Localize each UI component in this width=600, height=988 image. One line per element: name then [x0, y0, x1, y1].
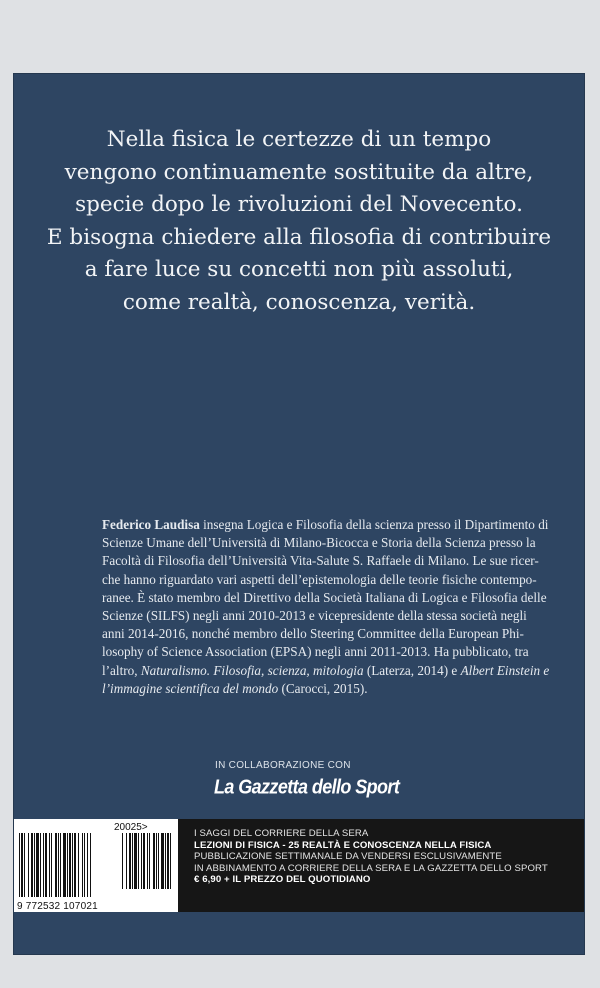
bio-line: anni 2014-2016, nonché membro dello Steering Committee della European Phi- [102, 626, 524, 642]
bio-line: ranee. È stato membro del Direttivo della Società Italiana di Logica e Filosofia delle [102, 589, 547, 605]
issue-title: LEZIONI DI FISICA - 25 REALTÀ E CONOSCENZA NELLA FISICA [194, 839, 492, 851]
author-name: Federico Laudisa [102, 517, 200, 532]
collaboration-label: IN COLLABORAZIONE CON [215, 760, 351, 771]
price: € 6,90 + IL PREZZO DEL QUOTIDIANO [194, 874, 371, 885]
bio-line: losophy of Science Association (EPSA) negli anni 2011-2013. Ha pubblicato, tra [102, 644, 529, 660]
barcode-number: 9 772532 107021 [17, 901, 98, 912]
quote-line: vengono continuamente sostituite da altre, [64, 159, 534, 185]
author-bio [102, 516, 550, 698]
barcode-addon-number: 20025> [114, 822, 148, 833]
book-title: Albert Einstein e [460, 662, 550, 678]
bio-line: Facoltà di Filosofia dell’Università Vita-Salute S. Raffaele di Milano. Le sue ricer- [102, 553, 539, 569]
quote-line: specie dopo le rivoluzioni del Novecento. [75, 192, 523, 217]
distribution-note: PUBBLICAZIONE SETTIMANALE DA VENDERSI ESCLUSIVAMENTE [194, 851, 502, 862]
book-title: l’immagine scientifica del mondo [102, 680, 279, 696]
bio-line: l’altro, Naturalismo. Filosofia, scienza, mitologia (Laterza, 2014) e Albert Einstein e [102, 662, 550, 678]
bio-line: Scienze (SILFS) negli anni 2010-2013 e vicepresidente della stessa società negli [102, 608, 527, 624]
blurb-quote [14, 124, 584, 319]
quote-line: E bisogna chiedere alla filosofia di contribuire [46, 224, 552, 250]
back-cover [14, 74, 584, 954]
publication-info [194, 828, 578, 886]
quote-line: Nella fisica le certezze di un tempo [106, 127, 492, 152]
bio-line: l’immagine scientifica del mondo (Carocci, 2015). [102, 680, 368, 696]
bio-line: Federico Laudisa insegna Logica e Filosofia della scienza presso il Dipartimento di [102, 517, 549, 532]
series-name: I SAGGI DEL CORRIERE DELLA SERA [194, 828, 369, 839]
bio-line: che hanno riguardato vari aspetti dell’epistemologia delle teorie fisiche contempo- [102, 571, 537, 587]
quote-line: come realtà, conoscenza, verità. [122, 289, 476, 315]
book-title: Naturalismo. Filosofia, scienza, mitologia [140, 662, 364, 678]
publication-strip [14, 819, 584, 912]
barcode-bars-icon [17, 833, 175, 901]
gazzetta-logo: La Gazzetta dello Sport [214, 775, 400, 798]
barcode [14, 819, 178, 912]
distribution-note: IN ABBINAMENTO A CORRIERE DELLA SERA E LA GAZZETTA DELLO SPORT [194, 862, 548, 874]
bio-line: Scienze Umane dell’Università di Milano-Bicocca e Storia della Scienza presso la [102, 535, 536, 551]
quote-line: a fare luce su concetti non più assoluti, [84, 257, 514, 282]
